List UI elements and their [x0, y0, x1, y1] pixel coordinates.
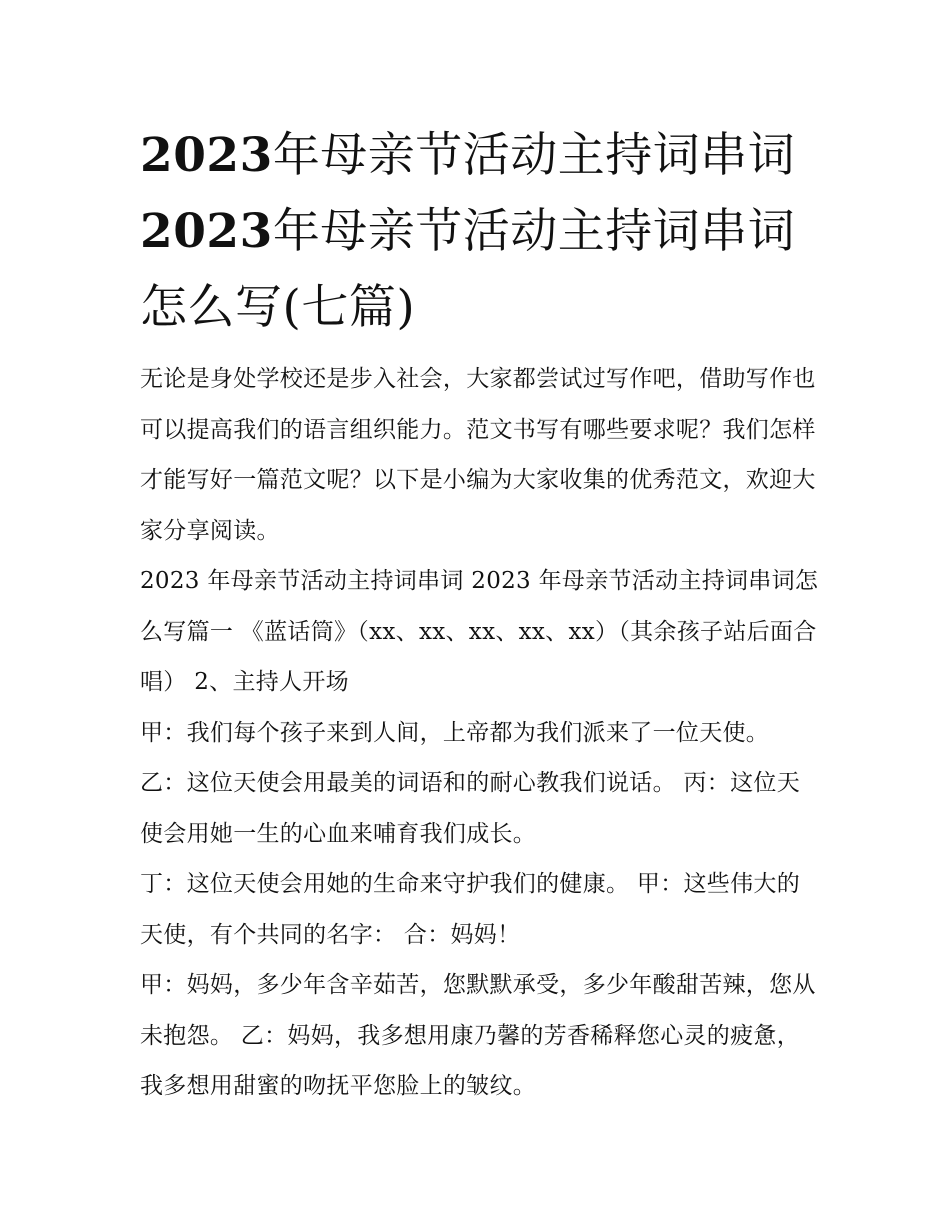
title-year-1: 2023: [140, 128, 273, 183]
body-paragraph: 丁：这位天使会用她的生命来守护我们的健康。 甲：这些伟大的天使，有个共同的名字： 合：妈妈！: [140, 871, 801, 948]
intro-paragraph: 无论是身处学校还是步入社会，大家都尝试过写作吧，借助写作也可以提高我们的语言组织能力。范文书写有哪些要求呢？我们怎样才能写好一篇范文呢？以下是小编为大家收集的优秀范文，欢迎大家分享阅读。: [140, 366, 816, 544]
title-text-3: 怎么写(七篇): [140, 280, 416, 335]
body-paragraph: 乙：这位天使会用最美的词语和的耐心教我们说话。 丙：这位天使会用她一生的心血来哺育我们成长。: [140, 770, 801, 847]
body-paragraph: 2023 年母亲节活动主持词串词 2023 年母亲节活动主持词串词怎么写篇一 《蓝话筒》（xx、xx、xx、xx、xx）（其余孩子站后面合唱） 2、主持人开场: [140, 568, 819, 695]
title-year-2: 2023: [140, 204, 273, 259]
title-text-1: 年母亲节活动主持词串词: [272, 128, 796, 183]
body-paragraph: 甲：妈妈，多少年含辛茹苦，您默默承受，多少年酸甜苦辣，您从未抱怨。 乙：妈妈，我多想用康乃馨的芳香稀释您心灵的疲惫，我多想用甜蜜的吻抚平您脸上的皱纹。: [140, 972, 816, 1099]
document-page: [140, 118, 820, 1112]
body-paragraph: 甲：我们每个孩子来到人间，上帝都为我们派来了一位天使。: [140, 719, 770, 746]
document-title: [140, 118, 820, 346]
title-text-2: 年母亲节活动主持词串词: [272, 204, 796, 259]
